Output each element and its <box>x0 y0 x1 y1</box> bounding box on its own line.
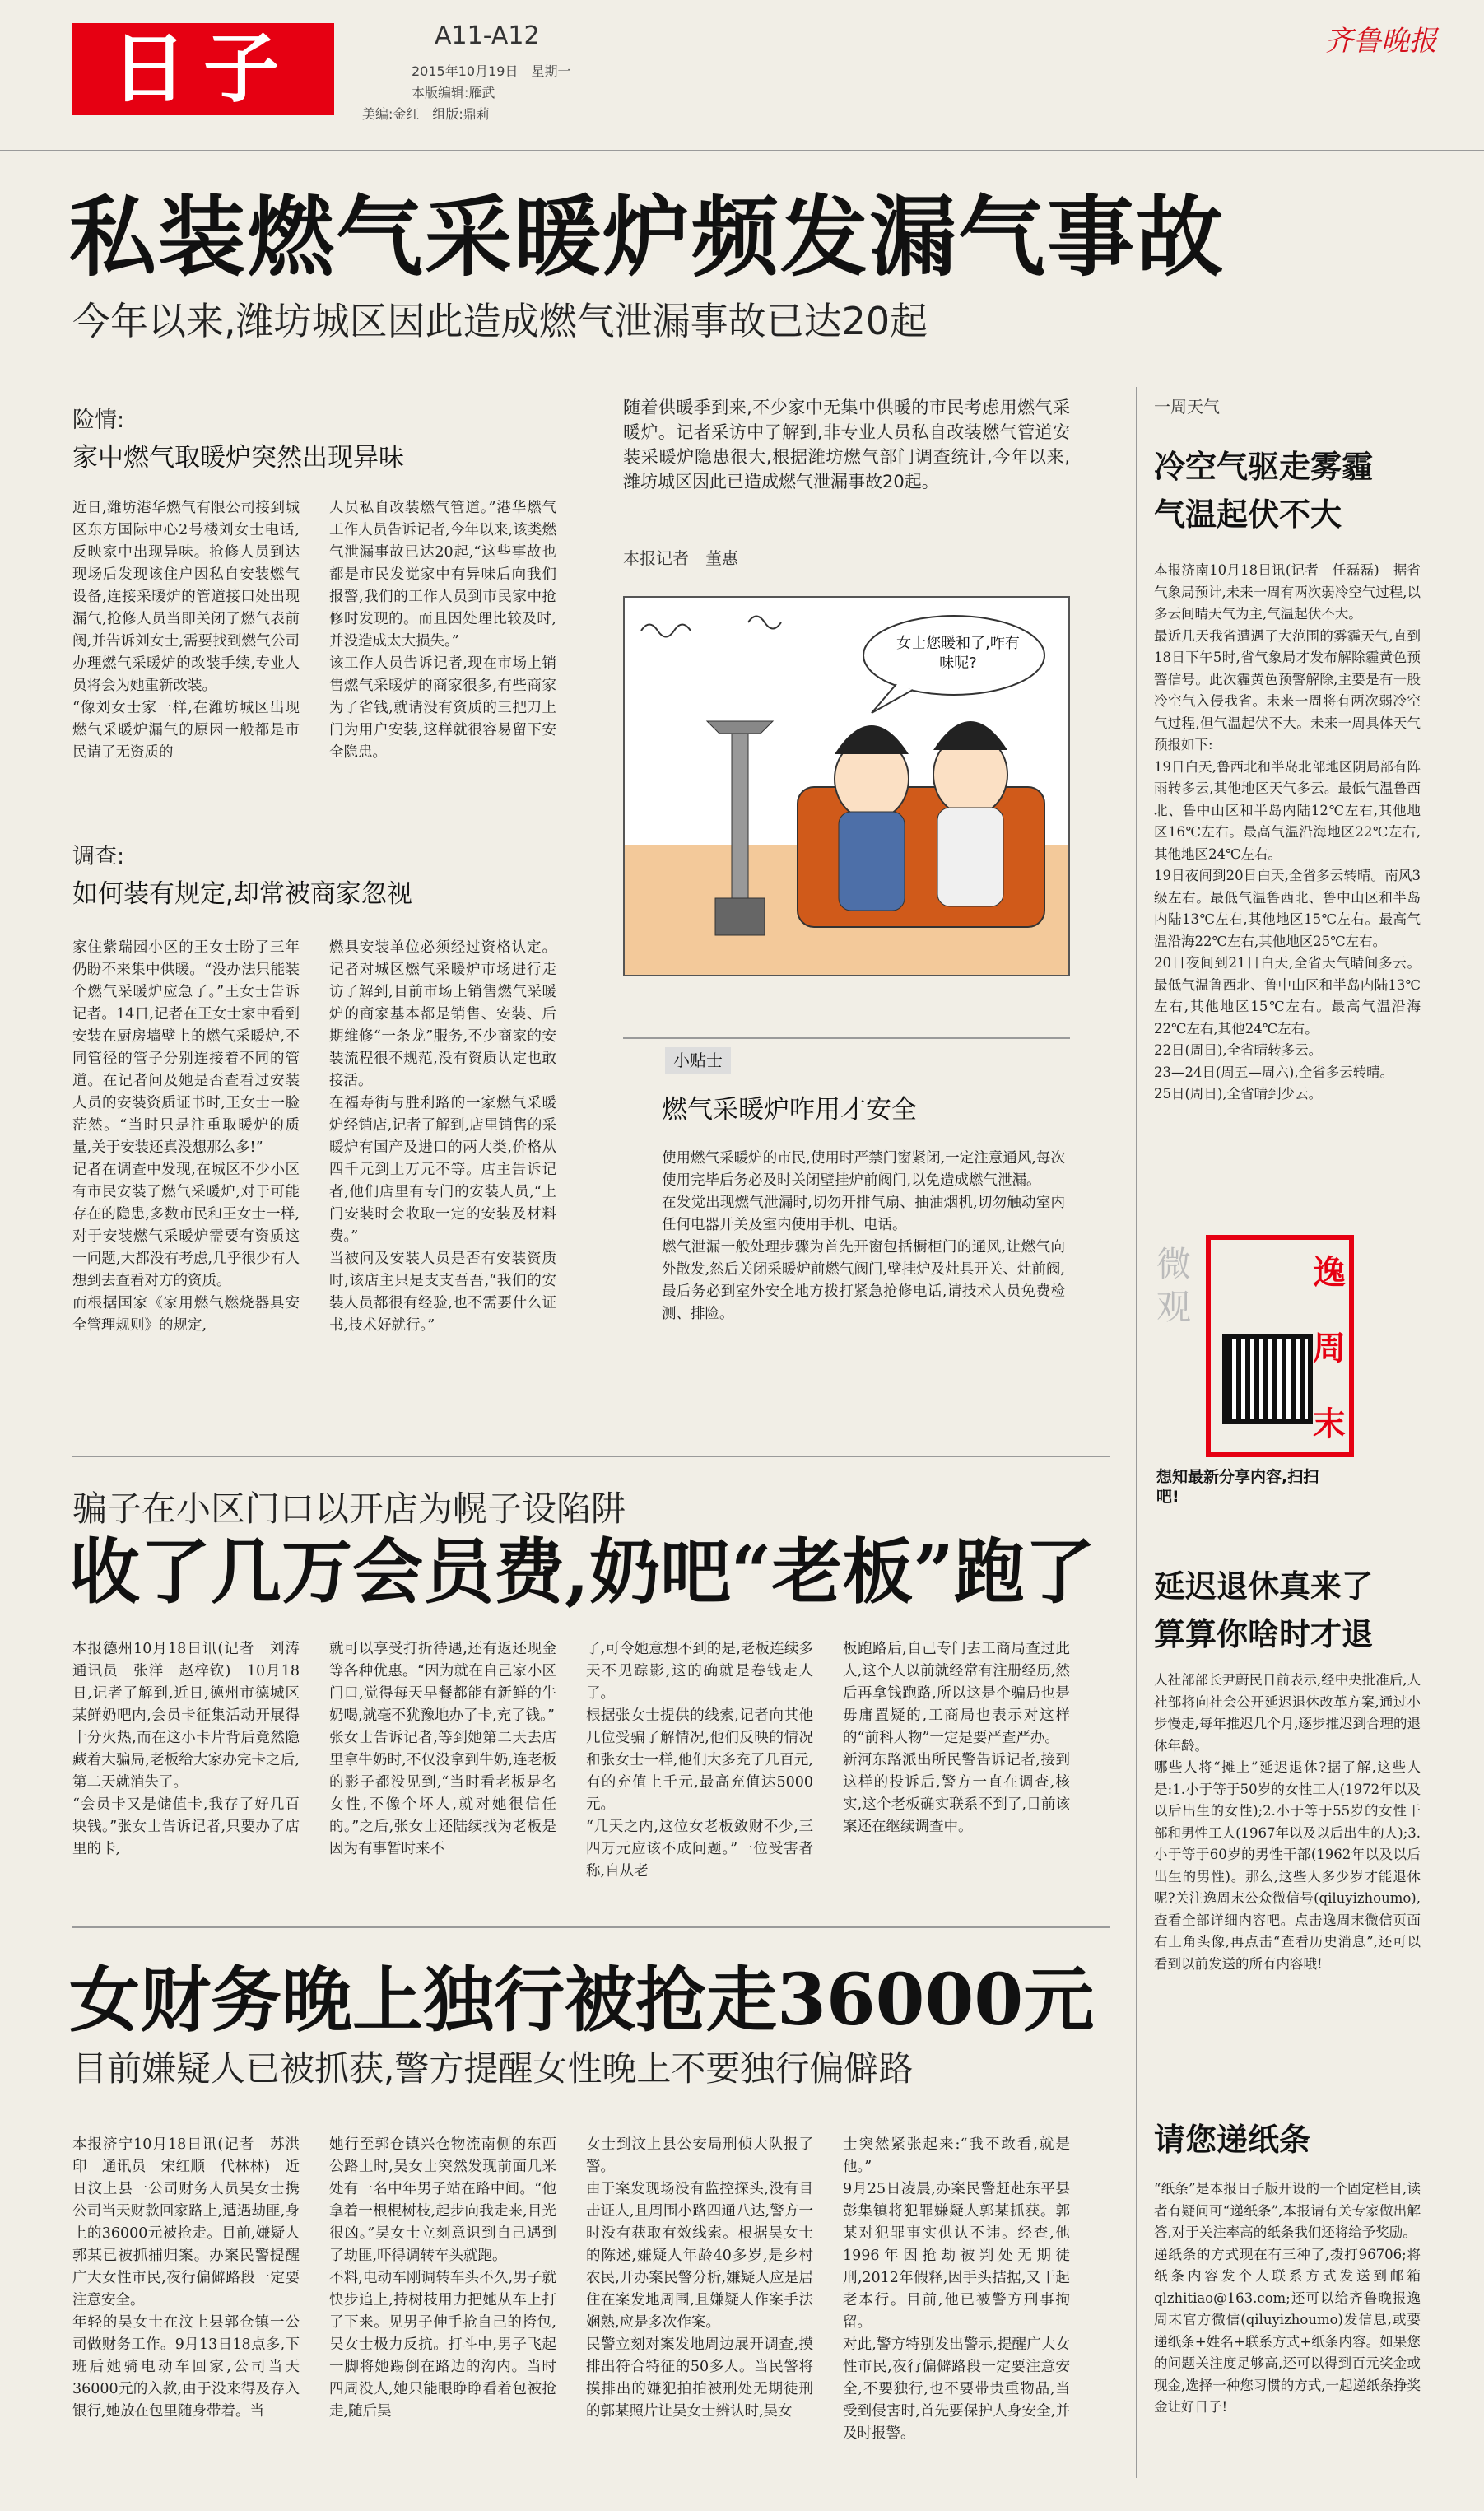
tip-body: 使用燃气采暖炉的市民,使用时严禁门窗紧闭,一定注意通风,每次使用完毕后务必及时关闭壁挂炉前阀门,以免造成燃气泄漏。 在发觉出现燃气泄漏时,切勿开排气扇、抽油烟机,切勿触动室内任何电器开关及室内使用手机、电话。 燃气泄漏一般处理步骤为首先开窗包括橱柜门的通风,让燃气向外散发,然后关闭采暖炉前燃气阀门,壁挂炉及灶具开关、灶前阀,最后务必到室外安全地方拨打紧急抢修电话,请技术人员免费检测、排险。 <box>662 1150 1065 1322</box>
qr-caption: 想知最新分享内容,扫扫吧! <box>1156 1468 1319 1506</box>
tip-label: 小贴士 <box>665 1047 731 1074</box>
comic-illustration <box>623 596 1070 976</box>
lead-intro: 随着供暖季到来,不少家中无集中供暖的市民考虑用燃气采暖炉。记者采访中了解到,非专业人员私自改装燃气管道安装采暖炉隐患很大,根据潍坊燃气部门调查统计,今年以来,潍坊城区因此已造成燃气泄漏事故20起。 <box>623 398 1070 491</box>
weekend-promo <box>1156 1235 1403 1507</box>
story3-column-4: 士突然紧张起来:“我不敢看,就是他。” 9月25日凌晨,办案民警赶赴东平县彭集镇将犯罪嫌疑人郭某抓获。郭某对犯罪事实供认不讳。经查,他1996年因抢劫被判处无期徒刑,2012年假释,因手头拮据,又干起老本行。目前,他已被警方刑事拘留。 对此,警方特别发出警示,提醒广大女性市民,夜行偏僻路段一定要注意安全,不要独行,也不要带贵重物品,当受到侵害时,首先要保护人身安全,并及时报警。 <box>843 2136 1070 2442</box>
paper-slip-title: 请您递纸条 <box>1154 2122 1311 2158</box>
story3-rule <box>72 1926 1110 1928</box>
section1-column-1: 近日,潍坊港华燃气有限公司接到城区东方国际中心2号楼刘女士电话,反映家中出现异味。抢修人员到达现场后发现该住户因私自安装燃气设备,连接采暖炉的管道接口处出现漏气,抢修人员当即关闭了燃气表前阀,并告诉刘女士,需要找到燃气公司办理燃气采暖炉的改装手续,专业人员将会为她重新改装。 “像刘女士家一样,在潍坊城区出现燃气采暖炉漏气的原因一般都是市民请了无资质的 <box>72 500 300 761</box>
tip-rule <box>623 1037 1070 1039</box>
retire-title: 延迟退休真来了 算算你啥时才退 <box>1154 1568 1405 1652</box>
story2-kicker: 骗子在小区门口以开店为幌子设陷阱 <box>72 1488 626 1529</box>
section1-column-2: 人员私自改装燃气管道。”港华燃气工作人员告诉记者,今年以来,该类燃气泄漏事故已达20起,“这些事故也都是市民发觉家中有异味后向我们报警,我们的工作人员到市民家中抢修时发现的。而且因处理比较及时,并没造成太大损失。” 该工作人员告诉记者,现在市场上销售燃气采暖炉的商家很多,有些商家为了省钱,就请没有资质的三把刀上门为用户安装,这样就很容易留下安全隐患。 <box>329 500 556 761</box>
masthead-rule <box>0 150 1484 151</box>
newspaper-brand: 齐鲁晚报 <box>1325 25 1437 58</box>
lead-headline: 私装燃气采暖炉频发漏气事故 <box>69 185 1225 288</box>
retire-body: 人社部部长尹蔚民日前表示,经中央批准后,人社部将向社会公开延迟退休改革方案,通过小步慢走,每年推迟几个月,逐步推迟到合理的退休年龄。 哪些人将“摊上”延迟退休?据了解,这些人是:1.小于等于50岁的女性工人(1972年以及以后出生的女性);2.小于等于55岁的女性干部和男性工人(1967年以及以后出生的人);3.小于等于60岁的男性干部(1962年以及以后出生的男性)。那么,这些人多少岁才能退休呢?关注逸周末公众微信号(qiluyizhoumo),查看全部详细内容吧。点击逸周末微信页面右上角头像,再点击“查看历史消息”,还可以看到以前发送的所有内容哦! <box>1154 1672 1421 1972</box>
page-range: A11-A12 <box>435 21 540 50</box>
section2-title: 如何装有规定,却常被商家忽视 <box>72 879 412 909</box>
lead-subheadline: 今年以来,潍坊城区因此造成燃气泄漏事故已达20起 <box>72 299 928 343</box>
design-line: 美编:金红 组版:鼎莉 <box>362 106 490 122</box>
date-line: 2015年10月19日 星期一 <box>412 63 571 79</box>
story2-column-3: 了,可令她意想不到的是,老板连续多天不见踪影,这的确就是卷钱走人了。 根据张女士提供的线索,记者向其他几位受骗了解情况,他们反映的情况和张女士一样,他们大多充了几百元,有的充值上千元,最高充值达5000元。 “几天之内,这位女老板敛财不少,三四万元应该不成问题。”一位受害者称,自从老 <box>586 1641 813 1880</box>
story3-column-3: 女士到汶上县公安局刑侦大队报了警。 由于案发现场没有监控探头,没有目击证人,且周围小路四通八达,警方一时没有获取有效线索。根据吴女士的陈述,嫌疑人年龄40多岁,是乡村农民,开办案民警分析,嫌疑人应是居住在案发地周围,且嫌疑人作案手法娴熟,应是多次作案。 民警立刻对案发地周边展开调查,摸排出符合特征的50多人。当民警将摸排出的嫌犯拍拍被刑处无期徒刑的郭某照片让吴女士辨认时,吴女 <box>586 2136 813 2420</box>
weather-title: 冷空气驱走雾霾 气温起伏不大 <box>1154 449 1405 533</box>
weather-body: 本报济南10月18日讯(记者 任磊磊) 据省气象局预计,未来一周有两次弱冷空气过程,以多云间晴天气为主,气温起伏不大。 最近几天我省遭遇了大范围的雾霾天气,直到18日下午5时,省气象局才发布解除霾黄色预警信号。此次霾黄色预警解除,主要是有一股冷空气入侵我省。未来一周将有两次弱冷空气过程,但气温起伏不大。未来一周具体天气预报如下: 19日白天,鲁西北和半岛北部地区阴局部有阵雨转多云,其他地区天气多云。最低气温鲁西北、鲁中山区和半岛内陆12℃左右,其他地区16℃左右。最高气温沿海地区22℃左右,其他地区24℃左右。 19日夜间到20日白天,全省多云转晴。南风3级左右。最低气温鲁西北、鲁中山区和半岛内陆13℃左右,其他地区15℃左右。最高气温沿海22℃左右,其他地区25℃左右。 20日夜间到21日白天,全省天气晴间多云。最低气温鲁西北、鲁中山区和半岛内陆13℃左右,其他地区15℃左右。最高气温沿海22℃左右,其他24℃左右。 22日(周日),全省晴转多云。 23—24日(周五—周六),全省多云转晴。 25日(周日),全省晴到少云。 <box>1154 562 1421 1102</box>
weiguan-label: 微观 <box>1156 1244 1192 1327</box>
qr-code[interactable] <box>1222 1334 1313 1424</box>
sidebar-divider <box>1136 387 1137 2478</box>
section1-title: 家中燃气取暖炉突然出现异味 <box>72 443 404 473</box>
story3-column-2: 她行至郭仓镇兴仓物流南侧的东西公路上时,吴女士突然发现前面几米处有一名中年男子站在路中间。“他拿着一根棍树枝,起步向我走来,目光很凶。”吴女士立刻意识到自己遇到了劫匪,吓得调转车头就跑。 不料,电动车刚调转车头不久,男子就快步追上,持树枝用力把她从车上打了下来。见男子伸手抢自己的挎包,吴女士极力反抗。打斗中,男子飞起一脚将她踢倒在路边的沟内。当时四周没人,她只能眼睁睁看着包被抢走,随后吴 <box>329 2136 556 2420</box>
story2-headline: 收了几万会员费,奶吧“老板”跑了 <box>69 1530 1096 1614</box>
sidebar-tab-label: 一周天气 <box>1154 397 1220 417</box>
section2-column-1: 家住紫瑞园小区的王女士盼了三年仍盼不来集中供暖。“没办法只能装个燃气采暖炉应急了。”王女士告诉记者。14日,记者在王女士家中看到安装在厨房墙壁上的燃气采暖炉,不同管径的管子分别连接着不同的管道。在记者问及她是否查看过安装人员的安装资质证书时,王女士一脸茫然。“当时只是注重取暖炉的质量,关于安装还真没想那么多!” 记者在调查中发现,在城区不少小区有市民安装了燃气采暖炉,对于可能存在的隐患,多数市民和王女士一样,对于安装燃气采暖炉需要有资质这一问题,大都没有考虑,几乎很少有人想到去查看对方的资质。 而根据国家《家用燃气燃烧器具安全管理规则》的规定, <box>72 939 300 1334</box>
section1-kicker: 险情: <box>72 408 125 433</box>
story2-column-4: 板跑路后,自己专门去工商局查过此人,这个人以前就经常有注册经历,然后再拿钱跑路,所以这是个骗局也是毋庸置疑的,工商局也表示对这样的“前科人物”一定是要严查严办。 新河东路派出所民警告诉记者,接到这样的投诉后,警方一直在调查,核实,这个老板确实联系不到了,目前该案还在继续调查中。 <box>843 1641 1070 1835</box>
zhoumo-label: 逸周末 <box>1313 1254 1346 1443</box>
story2-column-1: 本报德州10月18日讯(记者 刘涛 通讯员 张洋 赵梓钦) 10月18日,记者了解到,近日,德州市德城区某鲜奶吧内,会员卡征集活动开展得十分火热,而在这小卡片背后竟然隐藏着大骗局,老板给大家办完卡之后,第二天就消失了。 “会员卡又是储值卡,我存了好几百块钱。”张女士告诉记者,只要办了店里的卡, <box>72 1641 300 1857</box>
story3-column-1: 本报济宁10月18日讯(记者 苏洪印 通讯员 宋红顺 代林林) 近日汶上县一公司财务人员吴女士携公司当天财款回家路上,遭遇劫匪,身上的36000元被抢走。目前,嫌疑人郭某已被抓捕归案。办案民警提醒广大女性市民,夜行偏僻路段一定要注意安全。 年轻的吴女士在汶上县郭仓镇一公司做财务工作。9月13日18点多,下班后她骑电动车回家,公司当天36000元的入款,由于没来得及存入银行,她放在包里随身带着。当 <box>72 2136 300 2420</box>
tip-title: 燃气采暖炉咋用才安全 <box>662 1095 917 1125</box>
masthead-logo: 日子 <box>72 23 334 115</box>
section2-column-2: 燃具安装单位必须经过资格认定。记者对城区燃气采暖炉市场进行走访了解到,目前市场上销售燃气采暖炉的商家基本都是销售、安装、后期维修“一条龙”服务,不少商家的安装流程很不规范,没有资质认定也敢接活。 在福寿街与胜利路的一家燃气采暖炉经销店,记者了解到,店里销售的采暖炉有国产及进口的两大类,价格从四千元到上万元不等。店主告诉记者,他们店里有专门的安装人员,“上门安装时会收取一定的安装及材料费。” 当被问及安装人员是否有安装资质时,该店主只是支支吾吾,“我们的安装人员都很有经验,也不需要什么证书,技术好就行。” <box>329 939 556 1334</box>
comic-speech-bubble: 女士您暖和了,咋有味呢? <box>896 635 1020 672</box>
story2-column-2: 就可以享受打折待遇,还有返还现金等各种优惠。“因为就在自己家小区门口,觉得每天早餐都能有新鲜的牛奶喝,就毫不犹豫地办了卡,充了钱。” 张女士告诉记者,等到她第二天去店里拿牛奶时,不仅没拿到牛奶,连老板的影子都没见到,“当时看老板是名女性,不像个坏人,就对她很信任的。”之后,张女士还陆续找为老板是因为有事暂时来不 <box>329 1641 556 1857</box>
section2-kicker: 调查: <box>72 844 125 869</box>
story3-subheadline: 目前嫌疑人已被抓获,警方提醒女性晚上不要独行偏僻路 <box>72 2048 914 2089</box>
story3-headline: 女财务晚上独行被抢走36000元 <box>69 1959 1095 2042</box>
lead-byline: 本报记者 董惠 <box>623 548 738 568</box>
paper-slip-body: “纸条”是本报日子版开设的一个固定栏目,读者有疑问可“递纸条”,本报请有关专家做出解答,对于关注率高的纸条我们还将给予奖励。 递纸条的方式现在有三种了,拨打96706;将纸条内容发个人联系方式发送到邮箱qlzhitiao@163.com;还可以给齐鲁晚报逸周末官方微信(qiluyizhoumo)发信息,或要递纸条+姓名+联系方式+纸条内容。如果您的问题关注度足够高,还可以得到百元奖金或现金,选择一种您习惯的方式,一起递纸条挣奖金让好日子! <box>1154 2181 1421 2415</box>
editor-line: 本版编辑:雁武 <box>412 85 495 100</box>
story2-rule <box>72 1456 1110 1457</box>
